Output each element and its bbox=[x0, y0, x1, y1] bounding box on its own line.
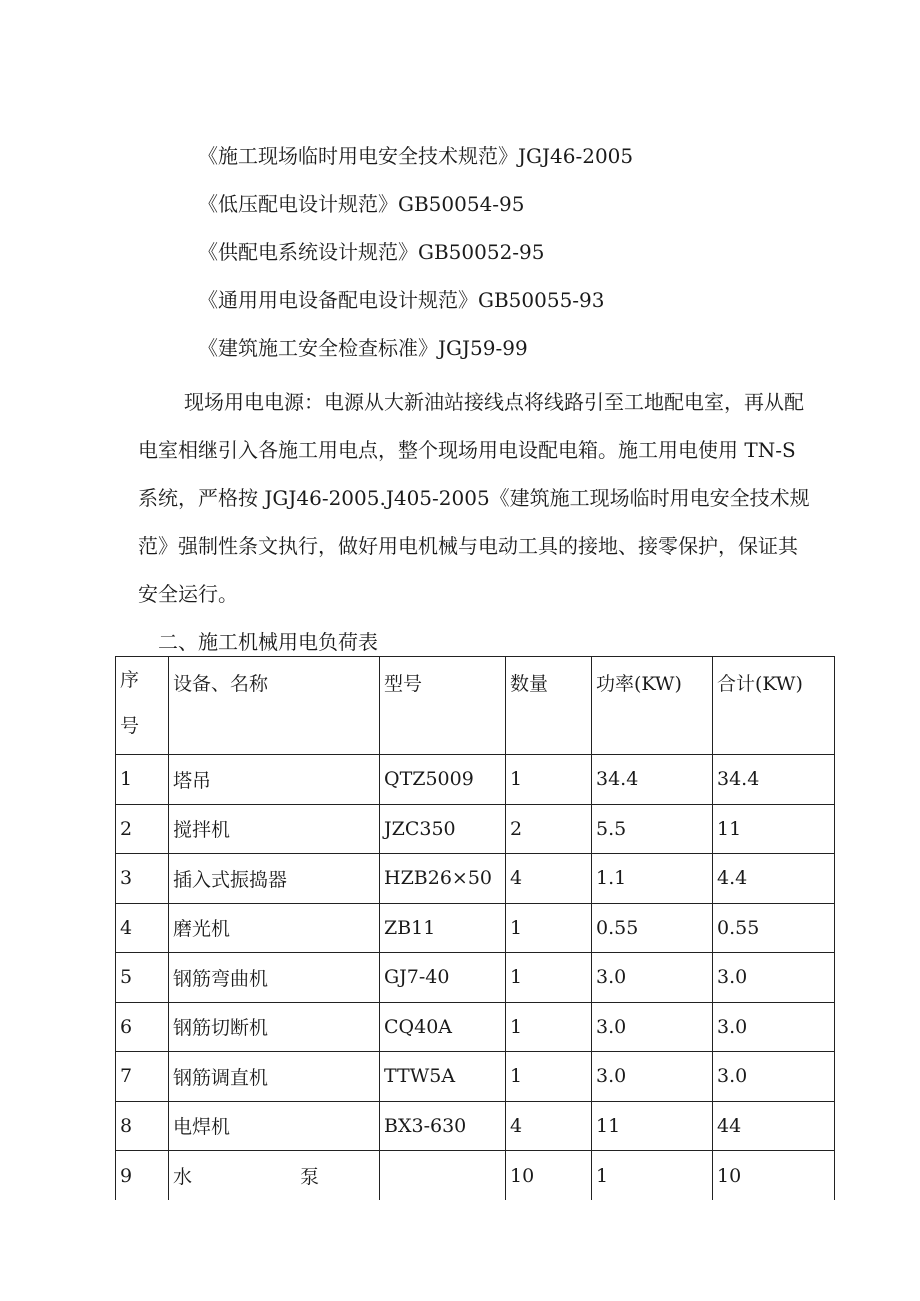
table-row bbox=[116, 804, 835, 854]
standard-ref: 《供配电系统设计规范》GB50052-95 bbox=[198, 240, 545, 264]
cell-model: BX3-630 bbox=[380, 1101, 506, 1151]
cell-qty: 10 bbox=[506, 1151, 592, 1201]
table-row bbox=[116, 1002, 835, 1052]
table-row bbox=[116, 854, 835, 904]
cell-power: 1.1 bbox=[592, 854, 713, 904]
cell-model: JZC350 bbox=[380, 804, 506, 854]
header-qty: 数量 bbox=[506, 657, 592, 755]
standard-ref: 《通用用电设备配电设计规范》GB50055-93 bbox=[198, 288, 605, 312]
cell-name: 钢筋切断机 bbox=[169, 1002, 380, 1052]
cell-power: 1 bbox=[592, 1151, 713, 1201]
cell-qty: 2 bbox=[506, 804, 592, 854]
cell-total: 34.4 bbox=[713, 755, 835, 805]
cell-seq: 6 bbox=[116, 1002, 169, 1052]
cell-seq: 1 bbox=[116, 755, 169, 805]
cell-model: CQ40A bbox=[380, 1002, 506, 1052]
cell-total: 4.4 bbox=[713, 854, 835, 904]
cell-model: TTW5A bbox=[380, 1052, 506, 1102]
table-row bbox=[116, 755, 835, 805]
cell-total: 0.55 bbox=[713, 903, 835, 953]
cell-total: 44 bbox=[713, 1101, 835, 1151]
header-seq: 序 号 bbox=[116, 657, 169, 755]
table-header-row bbox=[116, 657, 835, 755]
cell-qty: 1 bbox=[506, 953, 592, 1003]
cell-power: 3.0 bbox=[592, 1052, 713, 1102]
table-row bbox=[116, 1151, 835, 1201]
cell-total: 11 bbox=[713, 804, 835, 854]
cell-total: 10 bbox=[713, 1151, 835, 1201]
cell-total: 3.0 bbox=[713, 1002, 835, 1052]
table-row bbox=[116, 1052, 835, 1102]
cell-seq: 7 bbox=[116, 1052, 169, 1102]
cell-seq: 3 bbox=[116, 854, 169, 904]
cell-seq: 8 bbox=[116, 1101, 169, 1151]
header-model: 型号 bbox=[380, 657, 506, 755]
cell-seq: 4 bbox=[116, 903, 169, 953]
cell-name: 钢筋弯曲机 bbox=[169, 953, 380, 1003]
cell-name-part: 泵 bbox=[299, 1166, 319, 1188]
cell-qty: 1 bbox=[506, 1002, 592, 1052]
cell-name bbox=[169, 1151, 380, 1201]
cell-power: 3.0 bbox=[592, 953, 713, 1003]
cell-name: 塔吊 bbox=[169, 755, 380, 805]
cell-power: 0.55 bbox=[592, 903, 713, 953]
paragraph-line: 现场用电电源：电源从大新油站接线点将线路引至工地配电室，再从配 bbox=[184, 390, 804, 414]
paragraph-line: 系统，严格按 JGJ46-2005.J405-2005《建筑施工现场临时用电安全技术规 bbox=[138, 486, 810, 510]
table-row bbox=[116, 903, 835, 953]
cell-name: 搅拌机 bbox=[169, 804, 380, 854]
cell-name: 插入式振捣器 bbox=[169, 854, 380, 904]
standard-ref: 《低压配电设计规范》GB50054-95 bbox=[198, 192, 525, 216]
standard-ref: 《施工现场临时用电安全技术规范》JGJ46-2005 bbox=[198, 144, 634, 168]
cell-qty: 1 bbox=[506, 1052, 592, 1102]
cell-model: GJ7-40 bbox=[380, 953, 506, 1003]
power-source-paragraph bbox=[138, 378, 838, 618]
cell-total: 3.0 bbox=[713, 953, 835, 1003]
cell-power: 3.0 bbox=[592, 1002, 713, 1052]
cell-model: ZB11 bbox=[380, 903, 506, 953]
cell-power: 11 bbox=[592, 1101, 713, 1151]
header-total: 合计(KW) bbox=[713, 657, 835, 755]
header-name: 设备、名称 bbox=[169, 657, 380, 755]
cell-qty: 1 bbox=[506, 903, 592, 953]
cell-power: 34.4 bbox=[592, 755, 713, 805]
cell-power: 5.5 bbox=[592, 804, 713, 854]
cell-name: 钢筋调直机 bbox=[169, 1052, 380, 1102]
cell-name: 电焊机 bbox=[169, 1101, 380, 1151]
cell-qty: 4 bbox=[506, 1101, 592, 1151]
table-row bbox=[116, 953, 835, 1003]
cell-model: QTZ5009 bbox=[380, 755, 506, 805]
standard-ref: 《建筑施工安全检查标准》JGJ59-99 bbox=[198, 336, 528, 360]
cell-name-part: 水 bbox=[173, 1166, 193, 1188]
header-power: 功率(KW) bbox=[592, 657, 713, 755]
paragraph-line: 电室相继引入各施工用电点，整个现场用电设配电箱。施工用电使用 TN-S bbox=[138, 438, 796, 462]
table-row bbox=[116, 1101, 835, 1151]
paragraph-line: 范》强制性条文执行，做好用电机械与电动工具的接地、接零保护，保证其 bbox=[138, 534, 798, 558]
cell-qty: 1 bbox=[506, 755, 592, 805]
machinery-load-table bbox=[115, 656, 835, 1200]
cell-seq: 2 bbox=[116, 804, 169, 854]
cell-total: 3.0 bbox=[713, 1052, 835, 1102]
cell-qty: 4 bbox=[506, 854, 592, 904]
paragraph-line: 安全运行。 bbox=[138, 582, 238, 606]
cell-model: HZB26×50 bbox=[380, 854, 506, 904]
section-heading: 二、施工机械用电负荷表 bbox=[158, 630, 378, 654]
cell-name: 磨光机 bbox=[169, 903, 380, 953]
cell-model bbox=[380, 1151, 506, 1201]
cell-seq: 5 bbox=[116, 953, 169, 1003]
cell-seq: 9 bbox=[116, 1151, 169, 1201]
